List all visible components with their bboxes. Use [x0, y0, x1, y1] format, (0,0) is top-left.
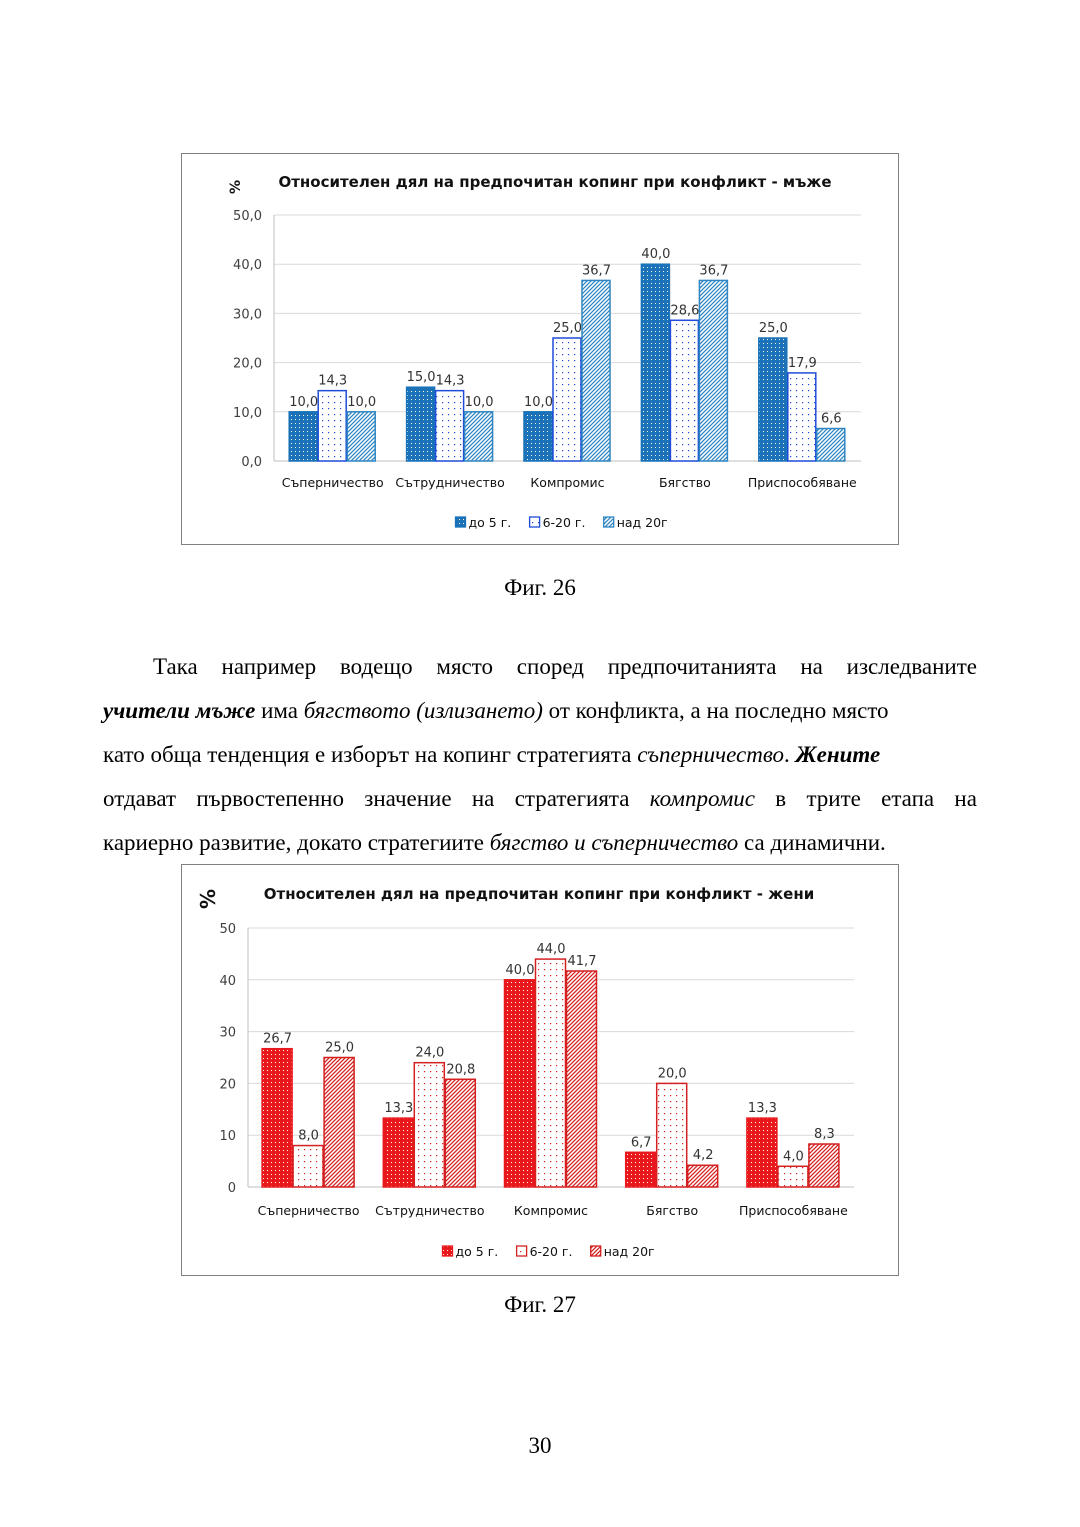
- data-label: 24,0: [415, 1045, 445, 1061]
- y-tick-label: 10: [219, 1129, 236, 1145]
- bar: [347, 412, 375, 461]
- legend-swatch: [591, 1246, 601, 1256]
- bar: [553, 338, 581, 461]
- word: в: [775, 786, 787, 811]
- text: .: [784, 742, 796, 767]
- y-tick-label: 20,0: [233, 356, 262, 372]
- word: място: [436, 654, 493, 679]
- data-label: 20,0: [657, 1066, 687, 1082]
- data-label: 44,0: [536, 942, 566, 958]
- bar: [809, 1144, 839, 1187]
- word: например: [221, 654, 317, 679]
- chart-title: Относителен дял на предпочитан копинг при конфликт - мъже: [278, 173, 832, 191]
- word: етапа: [881, 786, 935, 811]
- data-label: 4,2: [692, 1148, 714, 1164]
- bar: [414, 1063, 444, 1187]
- legend-swatch: [456, 517, 466, 527]
- category-label: Съперничество: [281, 475, 384, 490]
- data-label: 14,3: [435, 373, 465, 389]
- data-label: 40,0: [505, 962, 535, 978]
- text: от конфликта, а на последно място: [542, 698, 889, 723]
- emphasis-compromise: компромис: [649, 786, 755, 811]
- bar: [582, 280, 610, 461]
- category-label: Сътрудничество: [375, 1203, 485, 1218]
- word: според: [516, 654, 584, 679]
- bar: [293, 1146, 323, 1187]
- bar: [699, 280, 727, 461]
- bar: [641, 264, 669, 461]
- category-label: Приспособяване: [747, 475, 857, 490]
- y-tick-label: 0: [227, 1181, 236, 1196]
- chart-women: [181, 864, 899, 1276]
- word: първостепенно: [196, 786, 344, 811]
- legend-label: до 5 г.: [455, 1244, 499, 1259]
- y-tick-label: 50,0: [233, 209, 262, 224]
- y-tick-label: 20: [219, 1077, 236, 1093]
- word: стратегията: [514, 786, 630, 811]
- data-label: 36,7: [582, 263, 611, 279]
- legend-swatch: [530, 517, 540, 527]
- bar: [324, 1058, 354, 1188]
- y-tick-label: 40,0: [233, 258, 262, 274]
- category-label: Приспособяване: [739, 1203, 848, 1218]
- data-label: 17,9: [787, 355, 817, 371]
- y-tick-label: 30: [219, 1025, 236, 1041]
- chart-men-svg: [182, 154, 898, 544]
- data-label: 8,0: [298, 1128, 319, 1144]
- word: отдават: [103, 786, 177, 811]
- word: предпочитанията: [607, 654, 777, 679]
- bar: [817, 429, 845, 461]
- data-label: 13,3: [384, 1101, 414, 1117]
- legend-label: до 5 г.: [468, 515, 512, 530]
- bar: [505, 980, 535, 1187]
- legend-label: над 20г: [616, 515, 668, 530]
- bar: [407, 387, 435, 461]
- bar: [318, 391, 346, 461]
- data-label: 10,0: [524, 394, 553, 410]
- bar: [262, 1049, 292, 1187]
- data-label: 14,3: [318, 373, 348, 389]
- body-paragraph: [103, 645, 977, 865]
- legend-label: 6-20 г.: [542, 515, 586, 530]
- data-label: 26,7: [263, 1031, 293, 1047]
- bar: [626, 1152, 656, 1187]
- category-label: Бягство: [658, 475, 711, 490]
- data-label: 10,0: [347, 394, 377, 410]
- emphasis-escape-rivalry: бягство и съперничество: [489, 830, 739, 855]
- chart-women-svg: [182, 865, 898, 1275]
- bar: [778, 1166, 808, 1187]
- data-label: 8,3: [814, 1127, 835, 1143]
- y-tick-label: 40: [219, 973, 236, 989]
- bar: [524, 412, 552, 461]
- legend-label: над 20г: [603, 1244, 655, 1259]
- data-label: 40,0: [641, 247, 671, 263]
- bar: [383, 1118, 413, 1187]
- text: са динамични.: [738, 830, 886, 855]
- word: изследваните: [846, 654, 977, 679]
- word: Така: [153, 654, 198, 679]
- bar: [536, 959, 566, 1187]
- data-label: 20,8: [446, 1062, 476, 1078]
- bar: [445, 1079, 475, 1187]
- bar: [436, 391, 464, 461]
- y-axis-label: %: [228, 179, 244, 195]
- word: на: [800, 654, 823, 679]
- paragraph-line-3: [103, 733, 977, 777]
- data-label: 15,0: [406, 370, 436, 386]
- emphasis-rivalry: съперничество: [637, 742, 785, 767]
- chart-title: Относителен дял на предпочитан копинг при конфликт - жени: [263, 885, 815, 903]
- bar: [567, 971, 597, 1187]
- paragraph-line-1: [103, 645, 977, 689]
- emphasis-escape: бягството (излизането): [303, 698, 543, 723]
- y-tick-label: 10,0: [233, 405, 262, 421]
- category-label: Съперничество: [257, 1203, 360, 1218]
- legend-swatch: [517, 1246, 527, 1256]
- bar: [289, 412, 317, 461]
- data-label: 41,7: [567, 953, 597, 969]
- word: значение: [364, 786, 452, 811]
- bar: [688, 1165, 718, 1187]
- legend-swatch: [443, 1246, 453, 1256]
- paragraph-line-5: [103, 821, 977, 865]
- bar: [657, 1083, 687, 1187]
- word: трите: [806, 786, 861, 811]
- bar: [465, 412, 493, 461]
- data-label: 13,3: [747, 1101, 777, 1117]
- data-label: 10,0: [289, 394, 319, 410]
- figure-caption-27: Фиг. 27: [504, 1292, 576, 1317]
- paragraph-line-4: [103, 777, 977, 821]
- word: на: [954, 786, 977, 811]
- category-label: Сътрудничество: [395, 475, 505, 490]
- figure-caption-26: Фиг. 26: [504, 575, 576, 600]
- word: на: [471, 786, 495, 811]
- chart-men: [181, 153, 899, 545]
- emphasis-men: учители мъже: [103, 698, 256, 723]
- paragraph-line-2: [103, 689, 977, 733]
- word: водещо: [339, 654, 413, 679]
- page-number: 30: [528, 1433, 552, 1458]
- y-axis-label: %: [196, 888, 220, 910]
- y-tick-label: 0,0: [241, 455, 262, 470]
- legend-label: 6-20 г.: [529, 1244, 573, 1259]
- data-label: 25,0: [553, 321, 582, 336]
- emphasis-women: Жените: [795, 742, 881, 767]
- data-label: 6,6: [820, 411, 842, 427]
- data-label: 25,0: [758, 321, 788, 336]
- data-label: 28,6: [670, 303, 700, 319]
- category-label: Компромис: [530, 475, 605, 490]
- data-label: 6,7: [630, 1135, 652, 1151]
- text: кариерно развитие, докато стратегиите: [103, 830, 490, 855]
- bar: [670, 320, 698, 461]
- data-label: 10,0: [464, 394, 494, 410]
- legend-swatch: [604, 517, 614, 527]
- y-tick-label: 50: [219, 922, 236, 937]
- y-tick-label: 30,0: [233, 307, 262, 323]
- text: като обща тенденция е изборът на копинг стратегията: [103, 742, 638, 767]
- category-label: Бягство: [646, 1203, 699, 1218]
- text: има: [255, 698, 304, 723]
- category-label: Компромис: [513, 1203, 589, 1218]
- data-label: 25,0: [325, 1040, 355, 1056]
- bar: [788, 373, 816, 461]
- data-label: 4,0: [783, 1149, 804, 1165]
- bar: [747, 1118, 777, 1187]
- data-label: 36,7: [699, 263, 729, 279]
- bar: [759, 338, 787, 461]
